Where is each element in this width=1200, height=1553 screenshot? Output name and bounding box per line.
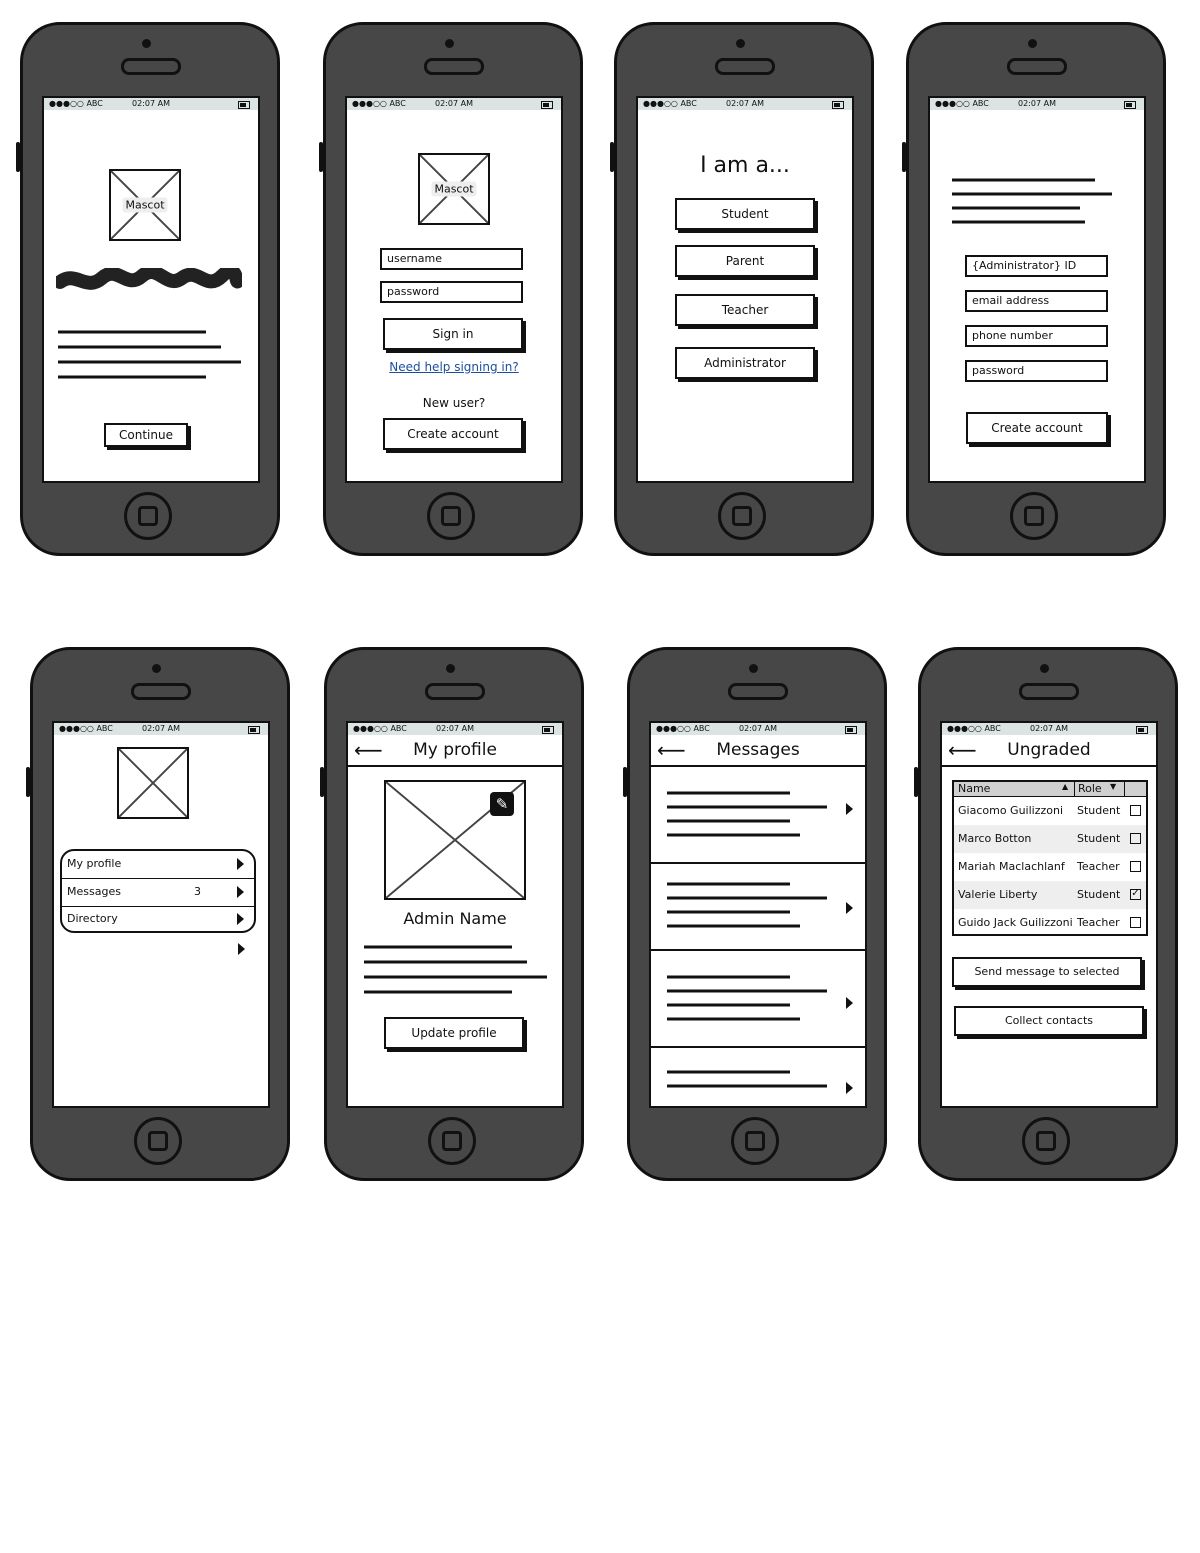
message-preview-scribble <box>665 1066 835 1096</box>
status-bar <box>347 98 561 110</box>
headline-scribble <box>56 268 242 294</box>
chevron-right-icon <box>846 1082 853 1094</box>
username-input[interactable]: username <box>380 248 523 270</box>
admin-id-input[interactable]: {Administrator} ID <box>965 255 1108 277</box>
table-row[interactable] <box>954 881 1146 909</box>
status-bar <box>651 723 865 735</box>
phone-role <box>614 22 874 556</box>
signin-screen <box>345 96 563 483</box>
camera <box>152 664 161 673</box>
row-role: Student <box>1077 804 1121 817</box>
status-time: 02:07 AM <box>739 724 777 733</box>
role-teacher-button[interactable]: Teacher <box>675 294 815 326</box>
menu-item-label: Messages <box>67 885 121 898</box>
menu-item-my-profile[interactable] <box>62 851 254 879</box>
splash-screen <box>42 96 260 483</box>
row-name: Mariah Maclachlanf <box>958 860 1065 873</box>
page-title: Ungraded <box>1007 740 1091 760</box>
page-title: My profile <box>413 740 497 760</box>
page-title: Messages <box>716 740 800 760</box>
battery-icon <box>845 726 857 734</box>
battery-icon <box>542 726 554 734</box>
collect-contacts-button[interactable]: Collect contacts <box>954 1006 1144 1036</box>
chevron-right-icon <box>237 886 244 898</box>
checkbox-icon[interactable] <box>1130 833 1141 844</box>
create-account-button[interactable]: Create account <box>966 412 1108 444</box>
logo-image <box>117 747 189 819</box>
profile-screen <box>346 721 564 1108</box>
row-role: Teacher <box>1077 860 1120 873</box>
chevron-right-icon <box>237 913 244 925</box>
camera <box>445 39 454 48</box>
camera <box>1040 664 1049 673</box>
phone-ungraded <box>918 647 1178 1181</box>
role-administrator-button[interactable]: Administrator <box>675 347 815 379</box>
home-button[interactable] <box>1022 1117 1070 1165</box>
mascot-image <box>418 153 490 225</box>
status-bar <box>348 723 562 735</box>
role-title: I am a... <box>700 153 790 178</box>
home-button[interactable] <box>718 492 766 540</box>
carrier-label: ●●●○○ ABC <box>49 99 103 108</box>
chevron-right-icon <box>846 902 853 914</box>
carrier-label: ●●●○○ ABC <box>947 724 1001 733</box>
chevron-right-icon <box>238 943 245 955</box>
home-menu-screen <box>52 721 270 1108</box>
speaker <box>1019 683 1079 700</box>
nav-bar <box>942 735 1156 767</box>
admin-name: Admin Name <box>403 909 507 928</box>
speaker <box>121 58 181 75</box>
speaker <box>131 683 191 700</box>
row-name: Valerie Liberty <box>958 888 1038 901</box>
role-student-button[interactable]: Student <box>675 198 815 230</box>
mascot-label: Mascot <box>431 182 476 197</box>
camera <box>142 39 151 48</box>
menu-item-messages[interactable] <box>62 879 254 907</box>
battery-icon <box>541 101 553 109</box>
message-item[interactable] <box>651 951 865 1048</box>
speaker <box>728 683 788 700</box>
checkbox-icon[interactable] <box>1130 805 1141 816</box>
chevron-right-icon <box>846 997 853 1009</box>
send-message-button[interactable]: Send message to selected <box>952 957 1142 987</box>
speaker <box>425 683 485 700</box>
table-row[interactable] <box>954 853 1146 881</box>
register-screen <box>928 96 1146 483</box>
phone-input[interactable]: phone number <box>965 325 1108 347</box>
pencil-icon[interactable]: ✎ <box>490 792 514 816</box>
phone-splash <box>20 22 280 556</box>
student-table <box>952 780 1148 936</box>
carrier-label: ●●●○○ ABC <box>935 99 989 108</box>
home-button[interactable] <box>1010 492 1058 540</box>
home-button[interactable] <box>731 1117 779 1165</box>
carrier-label: ●●●○○ ABC <box>59 724 113 733</box>
table-row[interactable] <box>954 797 1146 825</box>
battery-icon <box>238 101 250 109</box>
chevron-right-icon <box>846 803 853 815</box>
row-role: Teacher <box>1077 916 1120 929</box>
status-time: 02:07 AM <box>1030 724 1068 733</box>
menu-item-label: Directory <box>67 912 118 925</box>
sign-in-button[interactable]: Sign in <box>383 318 523 350</box>
new-user-text: New user? <box>422 396 486 410</box>
column-header-role[interactable]: Role <box>1078 782 1102 795</box>
status-time: 02:07 AM <box>142 724 180 733</box>
phone-messages <box>627 647 887 1181</box>
mascot-label: Mascot <box>122 198 167 213</box>
chevron-right-icon <box>237 858 244 870</box>
checkbox-checked-icon[interactable]: ✓ <box>1131 888 1140 899</box>
carrier-label: ●●●○○ ABC <box>656 724 710 733</box>
battery-icon <box>1124 101 1136 109</box>
home-button[interactable] <box>427 492 475 540</box>
phone-profile <box>324 647 584 1181</box>
home-button[interactable] <box>124 492 172 540</box>
nav-bar <box>348 735 562 767</box>
phone-signin <box>323 22 583 556</box>
messages-screen <box>649 721 867 1108</box>
status-time: 02:07 AM <box>436 724 474 733</box>
home-button[interactable] <box>134 1117 182 1165</box>
ungraded-screen <box>940 721 1158 1108</box>
email-input[interactable]: email address <box>965 290 1108 312</box>
checkbox-icon[interactable] <box>1130 917 1141 928</box>
back-arrow-icon[interactable]: ⟵ <box>354 738 383 762</box>
messages-count-badge: 3 <box>194 885 201 898</box>
battery-icon <box>248 726 260 734</box>
phone-register <box>906 22 1166 556</box>
status-time: 02:07 AM <box>1018 99 1056 108</box>
nav-bar <box>651 735 865 767</box>
bio-scribble <box>362 941 552 1003</box>
carrier-label: ●●●○○ ABC <box>352 99 406 108</box>
battery-icon <box>832 101 844 109</box>
row-role: Student <box>1077 888 1121 901</box>
table-row[interactable] <box>954 909 1146 936</box>
message-item[interactable] <box>651 864 865 951</box>
carrier-label: ●●●○○ ABC <box>643 99 697 108</box>
message-item[interactable] <box>651 767 865 864</box>
help-signing-in-link[interactable]: Need help signing in? <box>389 360 519 374</box>
message-preview-scribble <box>665 971 835 1031</box>
battery-icon <box>1136 726 1148 734</box>
status-time: 02:07 AM <box>435 99 473 108</box>
phone-home-menu <box>30 647 290 1181</box>
sort-asc-icon[interactable]: ▲ <box>1062 782 1069 791</box>
sort-desc-icon[interactable]: ▼ <box>1110 782 1117 791</box>
home-button[interactable] <box>428 1117 476 1165</box>
status-bar <box>44 98 258 110</box>
description-scribble <box>56 326 246 388</box>
status-bar <box>54 723 268 735</box>
camera <box>736 39 745 48</box>
main-menu <box>60 849 256 933</box>
message-item[interactable] <box>651 1048 865 1108</box>
status-bar <box>930 98 1144 110</box>
column-header-name[interactable]: Name <box>958 782 991 795</box>
update-profile-button[interactable]: Update profile <box>384 1017 524 1049</box>
create-account-button[interactable]: Create account <box>383 418 523 450</box>
menu-item-directory[interactable] <box>62 907 254 933</box>
message-preview-scribble <box>665 787 835 847</box>
row-role: Student <box>1077 832 1121 845</box>
continue-button[interactable]: Continue <box>104 423 188 447</box>
profile-photo <box>384 780 526 900</box>
camera <box>1028 39 1037 48</box>
password-input[interactable]: password <box>380 281 523 303</box>
back-arrow-icon[interactable]: ⟵ <box>657 738 686 762</box>
speaker <box>715 58 775 75</box>
status-bar <box>942 723 1156 735</box>
role-parent-button[interactable]: Parent <box>675 245 815 277</box>
mascot-image <box>109 169 181 241</box>
camera <box>749 664 758 673</box>
speaker <box>1007 58 1067 75</box>
checkbox-icon[interactable] <box>1130 861 1141 872</box>
status-bar <box>638 98 852 110</box>
menu-item-label: My profile <box>67 857 122 870</box>
status-time: 02:07 AM <box>132 99 170 108</box>
speaker <box>424 58 484 75</box>
role-screen <box>636 96 854 483</box>
row-name: Guido Jack Guilizzoni <box>958 916 1073 929</box>
table-row[interactable] <box>954 825 1146 853</box>
table-header <box>954 782 1146 797</box>
message-preview-scribble <box>665 878 835 938</box>
row-name: Marco Botton <box>958 832 1032 845</box>
intro-scribble <box>950 174 1120 234</box>
back-arrow-icon[interactable]: ⟵ <box>948 738 977 762</box>
row-name: Giacomo Guilizzoni <box>958 804 1064 817</box>
password-input[interactable]: password <box>965 360 1108 382</box>
camera <box>446 664 455 673</box>
status-time: 02:07 AM <box>726 99 764 108</box>
carrier-label: ●●●○○ ABC <box>353 724 407 733</box>
